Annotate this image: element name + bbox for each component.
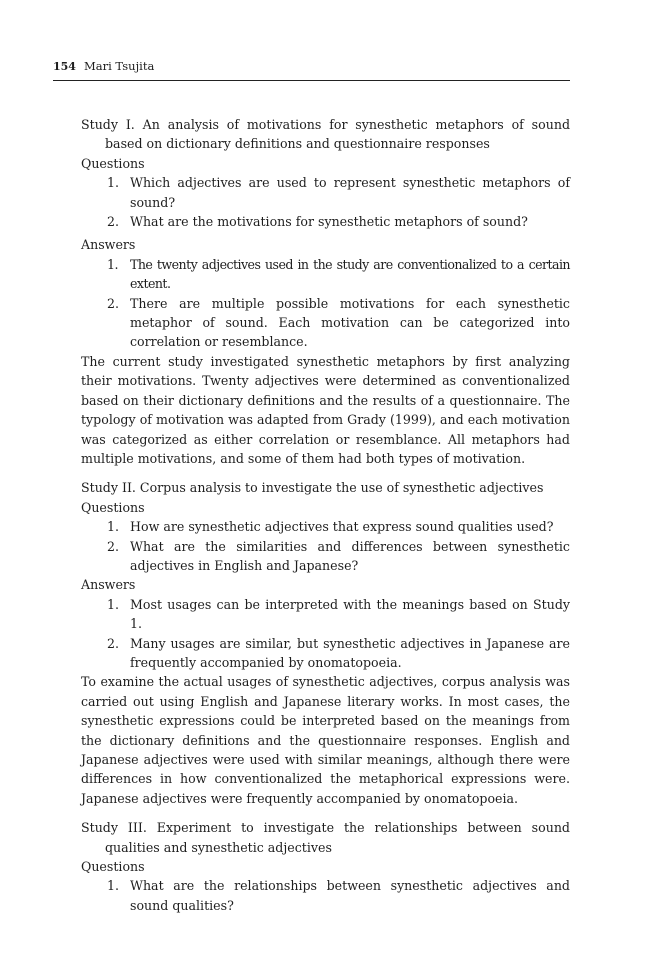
study-2-title: Study II. Corpus analysis to investigate the use of synesthetic adjectives [81,480,544,496]
list-item [81,517,570,536]
study-1-questions-label: Questions [81,155,145,171]
list-item [81,255,570,294]
list-number: 2. [107,214,120,230]
study-2-paragraph: To examine the actual usages of synesthetic adjectives, corpus analysis was carried out using English and Japanese literary works. In most cases, the synesthetic expressions could be interpreted based on the meanings from the dictionary definitions and the questionnaire responses. English and Japanese adjectives were used with similar meanings, although there were differences in how conventionalized the metaphorical expressions were. Japanese adjectives were frequently accompanied by onomatopoeia. [81,674,570,806]
study-1-title: Study I. An analysis of motivations for synesthetic metaphors of sound based on dictionary definitions and questionnaire responses [81,117,570,152]
page-number: 154 [53,60,76,73]
list-item-text: Which adjectives are used to represent synesthetic metaphors of sound? [130,175,570,210]
list-item [81,173,570,212]
list-item [81,634,570,673]
list-item-text: What are the relationships between synesthetic adjectives and sound qualities? [130,878,570,913]
list-number: 1. [107,519,120,535]
list-item-text: How are synesthetic adjectives that express sound qualities used? [130,519,554,535]
list-item [81,294,570,352]
list-number: 1. [107,596,120,612]
study-3-questions-label: Questions [81,859,145,875]
list-number: 1. [107,256,118,272]
study-2-questions-list [81,517,570,575]
study-2-questions-label: Questions [81,499,145,515]
study-1-answers-label: Answers [81,237,136,253]
list-item-text: What are the similarities and differences between synesthetic adjectives in English and Japanese? [130,538,570,573]
list-number: 1. [107,175,120,191]
list-item-text: Many usages are similar, but synesthetic adjectives in Japanese are frequently accompanied by onomatopoeia. [130,635,570,670]
list-number: 2. [107,295,120,311]
header-rule [53,80,570,81]
list-number: 1. [107,878,120,894]
study-1-paragraph: The current study investigated synesthetic metaphors by first analyzing their motivations. Twenty adjectives were determined as conventionalized based on their dictionary definitions and the results of a questionnaire. The typology of motivation was adapted from Grady (1999), and each motivation was categorized as either correlation or resemblance. All metaphors had multiple motivations, and some of them had both types of motivation. [81,353,570,466]
study-3-questions-list [81,876,570,915]
study-2-answers-label: Answers [81,577,136,593]
list-item-text: Most usages can be interpreted with the meanings based on Study 1. [130,596,570,632]
list-item-text: What are the motivations for synesthetic metaphors of sound? [130,214,528,230]
list-item-text: The twenty adjectives used in the study are conventionalized to a certain extent. [130,256,570,292]
list-item [81,595,570,634]
list-item [81,212,570,231]
page-body [81,115,570,915]
author-name: Mari Tsujita [83,59,155,73]
study-3-title: Study III. Experiment to investigate the relationships between sound qualities and synesthetic adjectives [81,820,570,855]
study-1-answers-list [81,255,570,352]
study-2-answers-list [81,595,570,673]
list-item [81,876,570,915]
list-number: 2. [107,538,120,554]
list-number: 2. [107,635,120,651]
study-1-questions-list [81,173,570,231]
list-item-text: There are multiple possible motivations for each synesthetic metaphor of sound. Each motivation can be categorized into correlation or resemblance. [130,295,570,350]
list-item [81,537,570,576]
running-head [53,58,570,75]
